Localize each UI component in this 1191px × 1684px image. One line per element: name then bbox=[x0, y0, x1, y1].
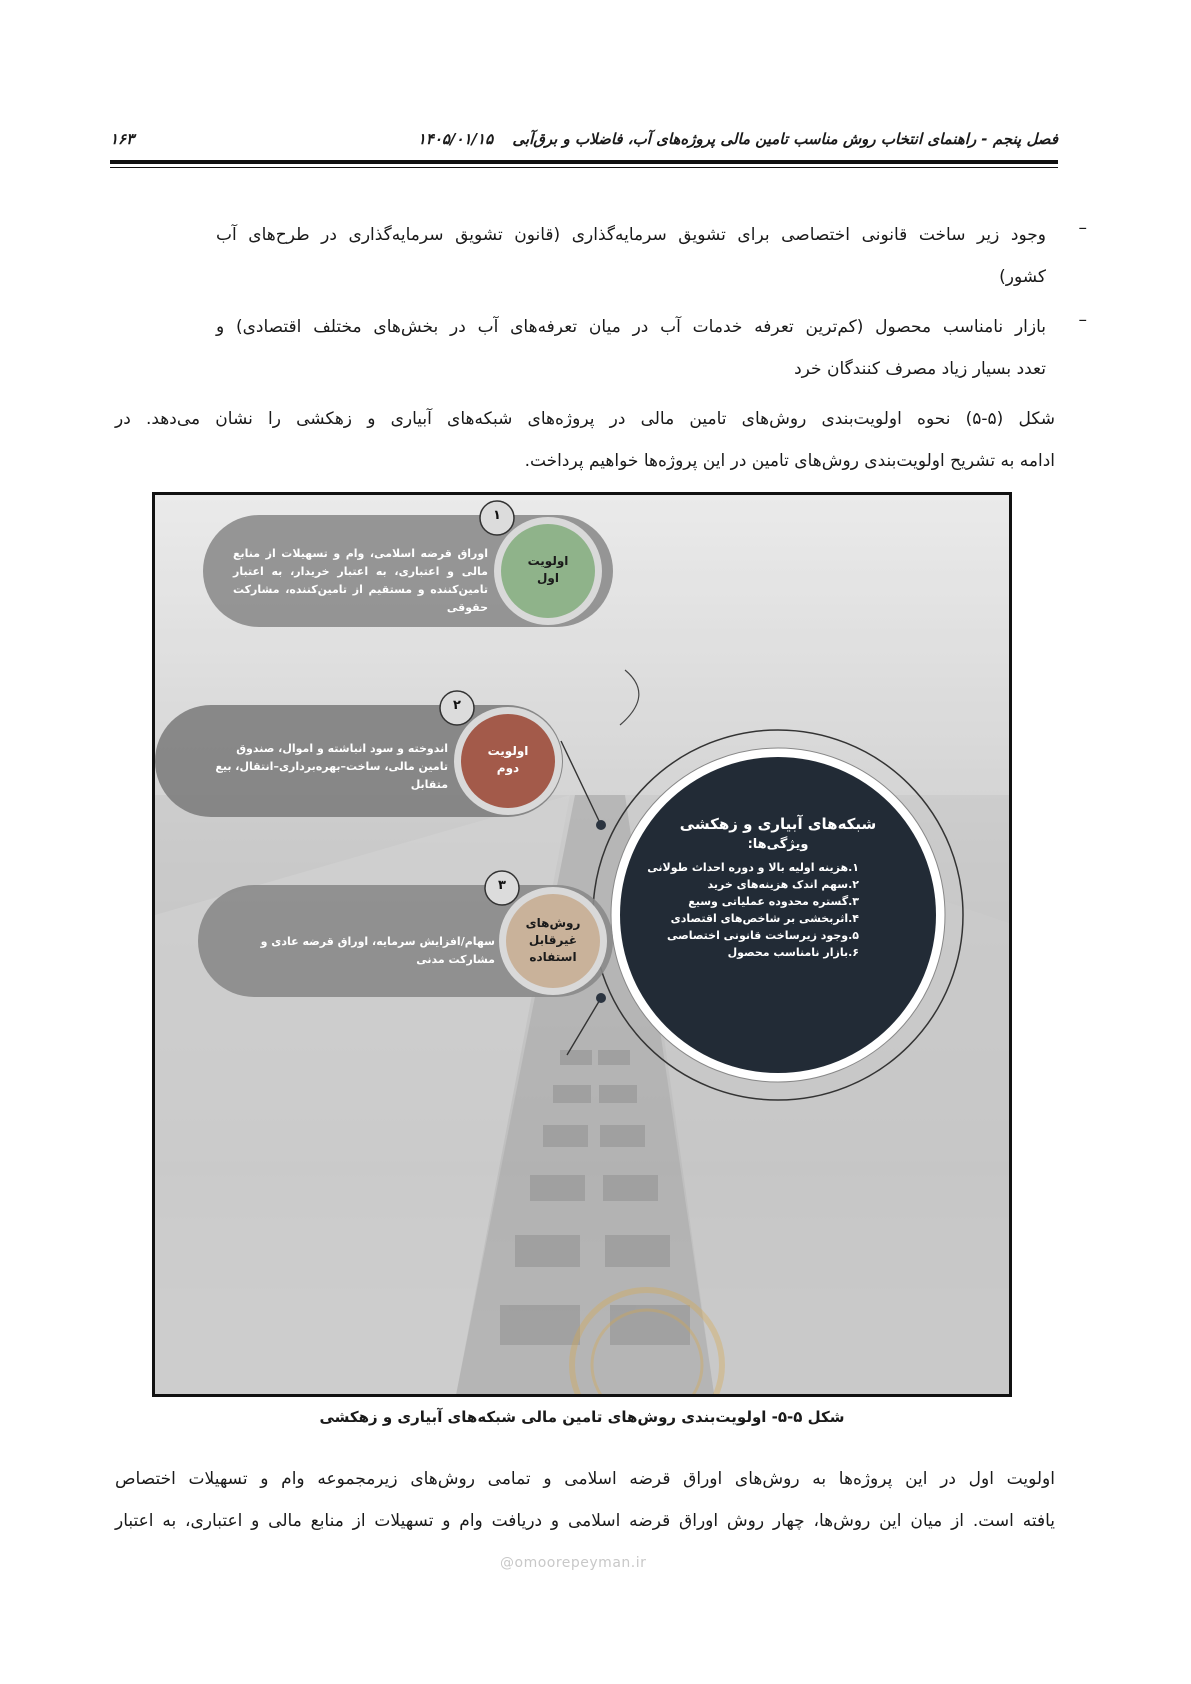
priority-3-label-line-3: استفاده bbox=[529, 950, 577, 964]
priority-1-number: ۱ bbox=[493, 508, 501, 523]
page-number: ۱۶۳ bbox=[110, 130, 135, 148]
bullet-dash-2: – bbox=[1078, 310, 1087, 330]
priority-2-label-line-1: اولویت bbox=[487, 744, 529, 758]
paragraph-1-line-2: ادامه به تشریح اولویت‌بندی روش‌های تامین در این پروژه‌ها خواهیم پرداخت. bbox=[524, 451, 1055, 471]
bullet-1-line-2: کشور) bbox=[999, 267, 1046, 287]
header-date: ۱۴۰۵/۰۱/۱۵ bbox=[417, 130, 494, 148]
feature-item: ۵.وجود زیرساخت قانونی اختصاصی bbox=[666, 929, 859, 942]
bullet-2-line-1: بازار نامناسب محصول (کم‌ترین تعرفه خدمات آب در میان تعرفه‌های آب در بخش‌های مختلف اقتصادی) و bbox=[216, 317, 1046, 337]
priority-1-label bbox=[501, 553, 595, 587]
priority-2-label bbox=[461, 743, 555, 777]
feature-item: ۲.سهم اندک هزینه‌های خرید bbox=[707, 878, 859, 891]
bullet-2-line-2: تعدد بسیار زیاد مصرف کنندگان خرد bbox=[794, 359, 1046, 379]
header-title-text: فصل پنجم - راهنمای انتخاب روش مناسب تامین مالی پروژه‌های آب، فاضلاب و برق‌آبی bbox=[512, 130, 1058, 148]
priority-3-text: سهام/افزایش سرمایه، اوراق قرضه عادی و مشارکت مدنی bbox=[260, 935, 495, 966]
priority-3-label bbox=[506, 915, 600, 966]
header-rule-thick bbox=[110, 160, 1058, 164]
header-title bbox=[418, 130, 1058, 148]
priority-1-label-line-2: اول bbox=[537, 571, 559, 585]
paragraph-2-line-2: یافته است. از میان این روش‌ها، چهار روش اوراق قرضه اسلامی و دریافت وام و تسهیلات از منابع مالی و اعتباری، به اعتبار bbox=[115, 1511, 1055, 1531]
figure-priority-diagram bbox=[152, 492, 1012, 1397]
center-subtitle: ویژگی‌ها: bbox=[747, 837, 809, 852]
figure-caption: شکل ۵-۵- اولویت‌بندی روش‌های تامین مالی شبکه‌های آبیاری و زهکشی bbox=[319, 1408, 845, 1426]
feature-item: ۱.هزینه اولیه بالا و دوره احداث طولانی bbox=[647, 861, 859, 874]
paragraph-1-line-1: شکل (۵-۵) نحوه اولویت‌بندی روش‌های تامین مالی در پروژه‌های شبکه‌های آبیاری و زهکشی را نشان می‌دهد. در bbox=[115, 409, 1055, 429]
feature-item: ۴.اثربخشی بر شاخص‌های اقتصادی bbox=[670, 912, 859, 925]
priority-1-label-line-1: اولویت bbox=[527, 554, 569, 568]
priority-1-text: اوراق قرضه اسلامی، وام و تسهیلات از منابع مالی و اعتباری، به اعتبار خریدار، به اعتبار تامین‌کننده و مستقیم از تامین‌کننده، مشارکت حقوقی bbox=[233, 547, 488, 614]
feature-item: ۳.گستره محدوده عملیاتی وسیع bbox=[688, 895, 859, 908]
priority-3-label-line-2: غیرقابل bbox=[528, 933, 578, 947]
connector-dot-3 bbox=[596, 993, 606, 1003]
watermark-url: @omoorepeyman.ir bbox=[500, 1555, 647, 1571]
connector-dot-1 bbox=[596, 820, 606, 830]
priority-2-text: اندوخته و سود انباشته و اموال، صندوق تامین مالی، ساخت–بهره‌برداری–انتقال، بیع متقابل bbox=[215, 742, 448, 791]
priority-2-number: ۲ bbox=[453, 698, 461, 713]
feature-item: ۶.بازار نامناسب محصول bbox=[727, 946, 859, 959]
running-header bbox=[110, 130, 1058, 160]
bullet-1-line-1: وجود زیر ساخت قانونی اختصاصی برای تشویق سرمایه‌گذاری (قانون تشویق سرمایه‌گذاری در طرح‌های آب bbox=[216, 225, 1046, 245]
center-feature-list bbox=[625, 859, 859, 961]
paragraph-2-line-1: اولویت اول در این پروژه‌ها به روش‌های اوراق قرضه اسلامی و تمامی روش‌های زیرمجموعه وام و تسهیلات اختصاص bbox=[115, 1469, 1055, 1489]
priority-3-number: ۳ bbox=[498, 878, 506, 893]
center-title: شبکه‌های آبیاری و زهکشی bbox=[679, 815, 877, 833]
header-rule-thin bbox=[110, 167, 1058, 168]
priority-2-label-line-2: دوم bbox=[496, 761, 520, 775]
priority-3-label-line-1: روش‌های bbox=[525, 916, 581, 930]
bullet-dash-1: – bbox=[1078, 218, 1087, 238]
